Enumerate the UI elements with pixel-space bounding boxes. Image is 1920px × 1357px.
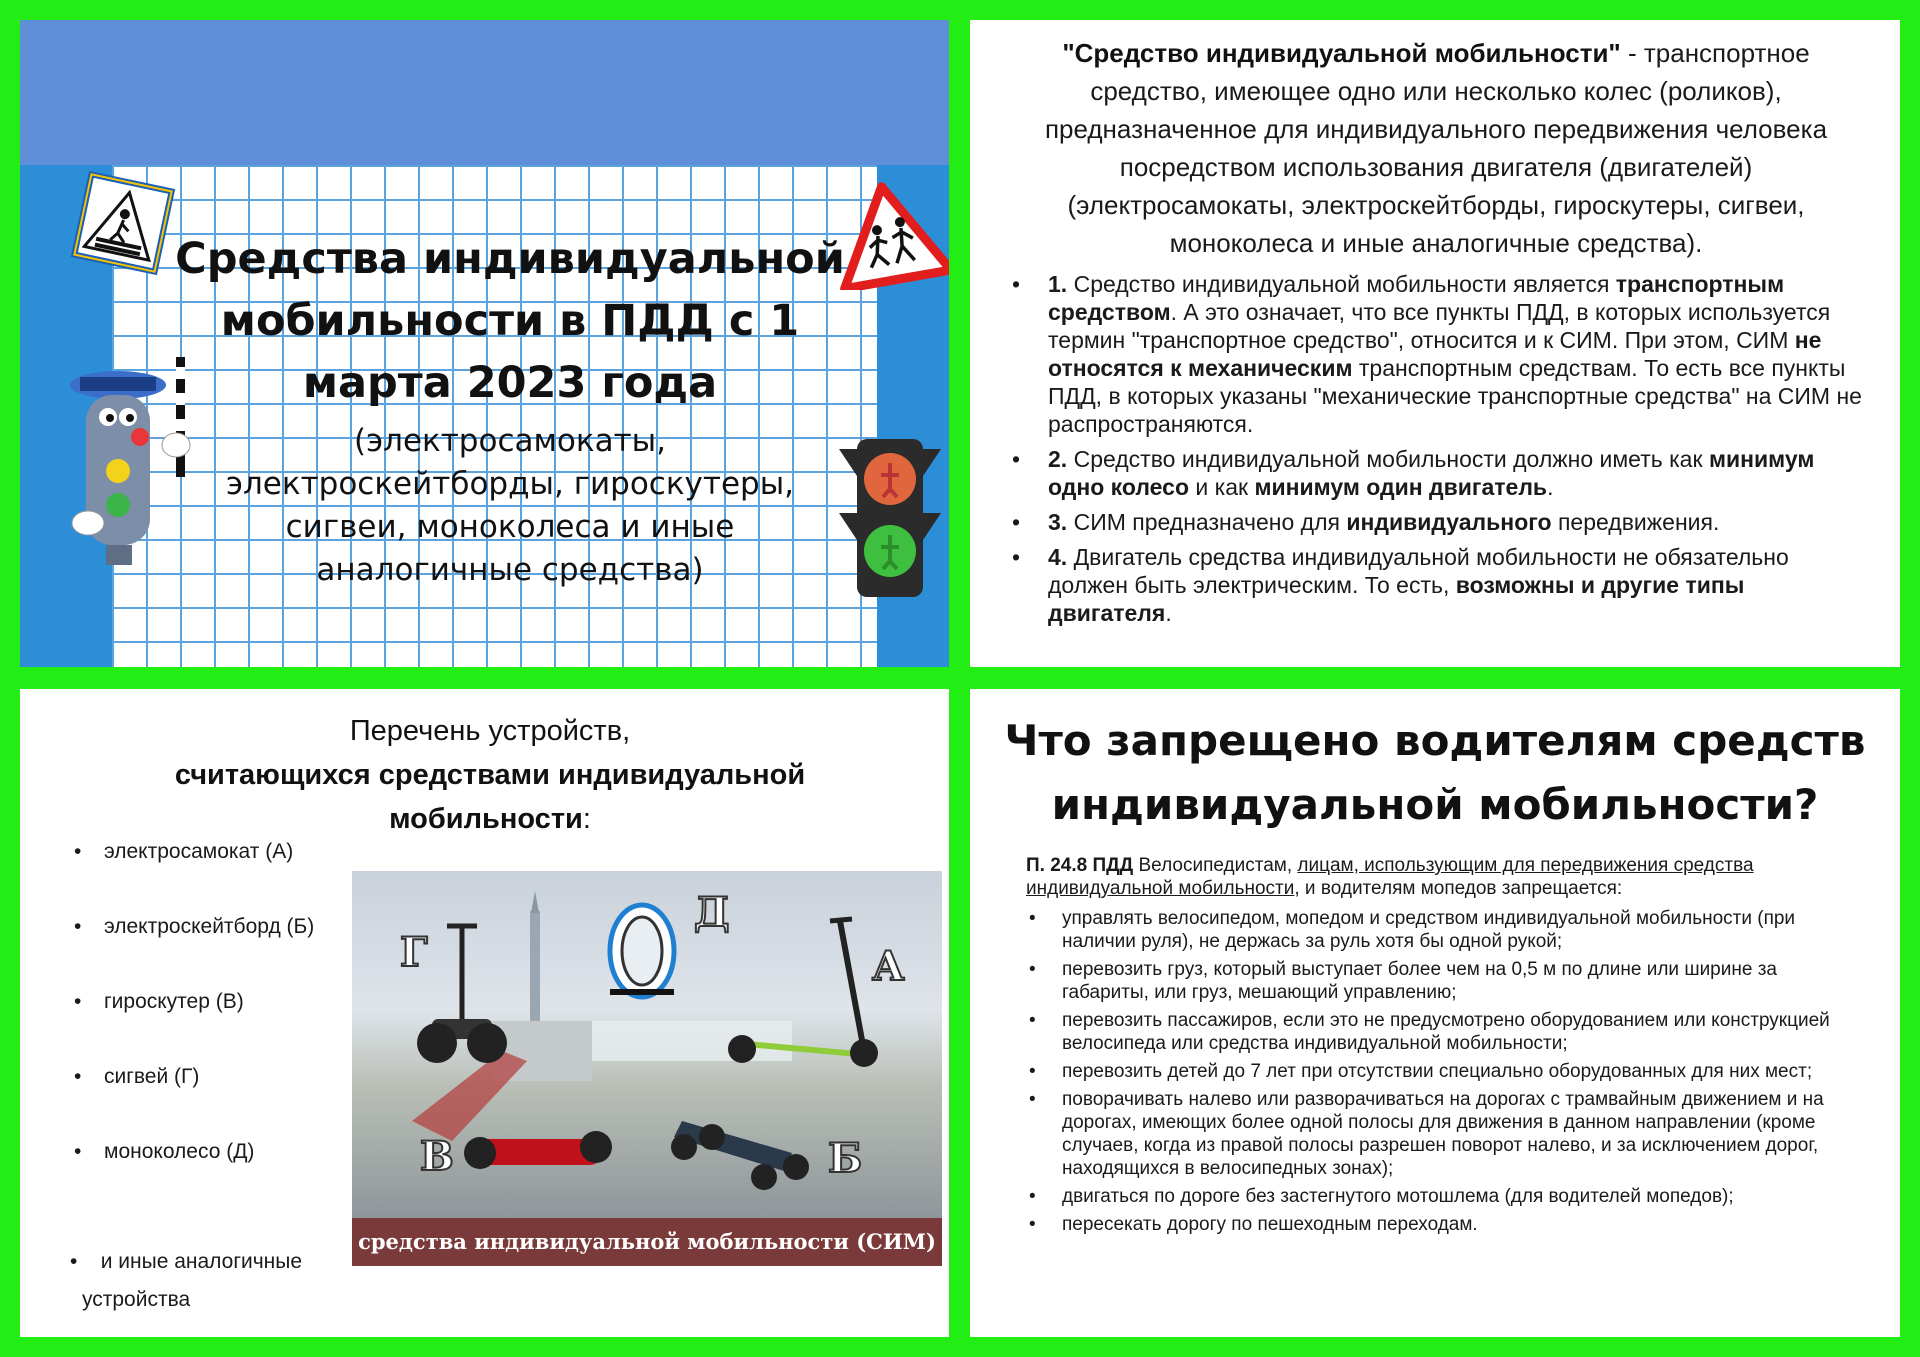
- list-item: • электросамокат (А): [70, 839, 370, 914]
- scooter-icon: [728, 919, 878, 1067]
- list-item: • управлять велосипедом, мопедом и средством индивидуальной мобильности (при наличии руля), не держась за руль хотя бы одной рукой;: [1026, 907, 1866, 953]
- item-text: Средство индивидуальной мобильности является: [1067, 271, 1616, 297]
- item-bold: возможны и другие типы двигателя: [1048, 572, 1745, 626]
- letter-d: Д: [694, 889, 730, 936]
- last-item-line: устройства: [82, 1288, 191, 1311]
- slide-subtitle: (электросамокаты, электроскейтборды, гироскутеры, сигвеи, моноколеса и иные аналогичные средства): [225, 423, 795, 588]
- rule-text: , и водителям мопедов запрещается:: [1294, 878, 1623, 899]
- definition-points-list: [1010, 270, 1870, 634]
- rule-intro: [1026, 854, 1866, 900]
- letter-g: Г: [400, 929, 428, 976]
- bullet: •: [70, 1250, 78, 1273]
- traffic-light-icon: [835, 435, 945, 605]
- item-bold: минимум одно колесо: [1048, 446, 1815, 500]
- item-text: Средство индивидуальной мобильности должно иметь как: [1067, 446, 1709, 472]
- definition-term: "Средство индивидуальной мобильности": [1062, 38, 1621, 68]
- list-item: • перевозить пассажиров, если это не предусмотрено оборудованием или конструкцией велосипеда или средства индивидуальной мобильности;: [1026, 1009, 1866, 1055]
- rule-underlined-text: лицам, использующим для передвижения средства индивидуальной мобильности: [1026, 855, 1754, 899]
- list-item: • перевозить детей до 7 лет при отсутствии специально оборудованных для них мест;: [1026, 1060, 1866, 1083]
- devices-photo: [352, 871, 942, 1218]
- hoverboard-icon: [464, 1131, 612, 1169]
- item-text: Двигатель средства индивидуальной мобильности не обязательно должен быть электрическим. То есть,: [1048, 544, 1789, 598]
- list-item: • двигаться по дороге без застегнутого мотошлема (для водителей мопедов);: [1026, 1185, 1866, 1208]
- rule-text: Велосипедистам,: [1133, 855, 1298, 876]
- letter-a: А: [872, 943, 905, 990]
- item-number: 1.: [1048, 271, 1068, 297]
- list-item: • сигвей (Г): [70, 1064, 370, 1139]
- rule-reference: П. 24.8 ПДД: [1026, 855, 1134, 876]
- list-item: • моноколесо (Д): [70, 1139, 370, 1214]
- list-item: [1010, 270, 1870, 438]
- prohibitions-list: [1026, 907, 1866, 1241]
- item-number: 3.: [1048, 509, 1068, 535]
- photo-caption: средства индивидуальной мобильности (СИМ): [352, 1218, 942, 1266]
- electric-skateboard-icon: [671, 1121, 809, 1190]
- title-slide-header-band: [20, 20, 949, 165]
- monowheel-icon: [610, 905, 674, 997]
- item-text: .: [1165, 600, 1172, 626]
- devices-heading: [100, 709, 880, 841]
- definition-text: - транспортное средство, имеющее одно или несколько колес (роликов), предназначенное для индивидуального передвижения человека посредством использования двигателя (двигателей) (электросамокаты, электроскейтборды, гироскутеры, сигвеи, моноколеса и иные аналогичные средства).: [1044, 38, 1828, 258]
- title-slide: [20, 20, 949, 667]
- item-text: передвижения.: [1551, 509, 1720, 535]
- devices-heading-colon: :: [582, 803, 591, 835]
- last-item-line: и иные аналогичные: [100, 1250, 303, 1273]
- list-item: [1010, 543, 1870, 627]
- item-bold: индивидуального: [1346, 509, 1552, 535]
- devices-heading-line: Перечень устройств,: [349, 715, 631, 747]
- item-text: . А это означает, что все пункты ПДД, в которых используется термин "транспортное средство", относится и к СИМ. При этом, СИМ: [1048, 299, 1831, 353]
- devices-heading-bold: считающихся средствами индивидуальной мобильности: [174, 759, 806, 835]
- list-item-last: [70, 1243, 382, 1319]
- item-text: транспортным средствам. То есть все пункты ПДД, в которых указаны "механические транспортные средства" на СИМ не распространяются.: [1048, 355, 1862, 437]
- definition-slide: [970, 20, 1900, 667]
- item-text: .: [1547, 474, 1554, 500]
- definition-paragraph: [1008, 34, 1864, 262]
- devices-list: [70, 839, 370, 1214]
- item-bold: минимум один двигатель: [1254, 474, 1548, 500]
- item-text: СИМ предназначено для: [1067, 509, 1347, 535]
- prohibitions-title: Что запрещено водителям средств индивидуальной мобильности?: [1004, 716, 1866, 829]
- item-number: 4.: [1048, 544, 1068, 570]
- list-item: • пересекать дорогу по пешеходным переходам.: [1026, 1213, 1866, 1236]
- devices-slide: [20, 689, 949, 1337]
- prohibitions-slide: [970, 689, 1900, 1337]
- letter-v: В: [420, 1133, 454, 1180]
- list-item: • поворачивать налево или разворачиваться на дорогах с трамвайным движением и на дорогах, имеющих более одной полосы для движения в данном направлении (кроме случаев, когда из правой полосы разрешен поворот налево, и за исключением дорог, находящихся в велосипедных зонах);: [1026, 1088, 1866, 1180]
- list-item: • гироскутер (В): [70, 989, 370, 1064]
- item-bold: не относятся к механическим: [1048, 327, 1822, 381]
- list-item: • электроскейтборд (Б): [70, 914, 370, 989]
- item-bold: транспортным средством: [1048, 271, 1785, 325]
- list-item: • перевозить груз, который выступает более чем на 0,5 м по длине или ширине за габариты, или груз, мешающий управлению;: [1026, 958, 1866, 1004]
- letter-b: Б: [828, 1135, 863, 1182]
- item-text: и как: [1189, 474, 1255, 500]
- segway-icon: [417, 926, 507, 1063]
- list-item: [1010, 445, 1870, 501]
- item-number: 2.: [1048, 446, 1068, 472]
- slide-title: Средства индивидуальной мобильности в ПДД с 1 марта 2023 года: [175, 234, 845, 408]
- list-item: [1010, 508, 1870, 536]
